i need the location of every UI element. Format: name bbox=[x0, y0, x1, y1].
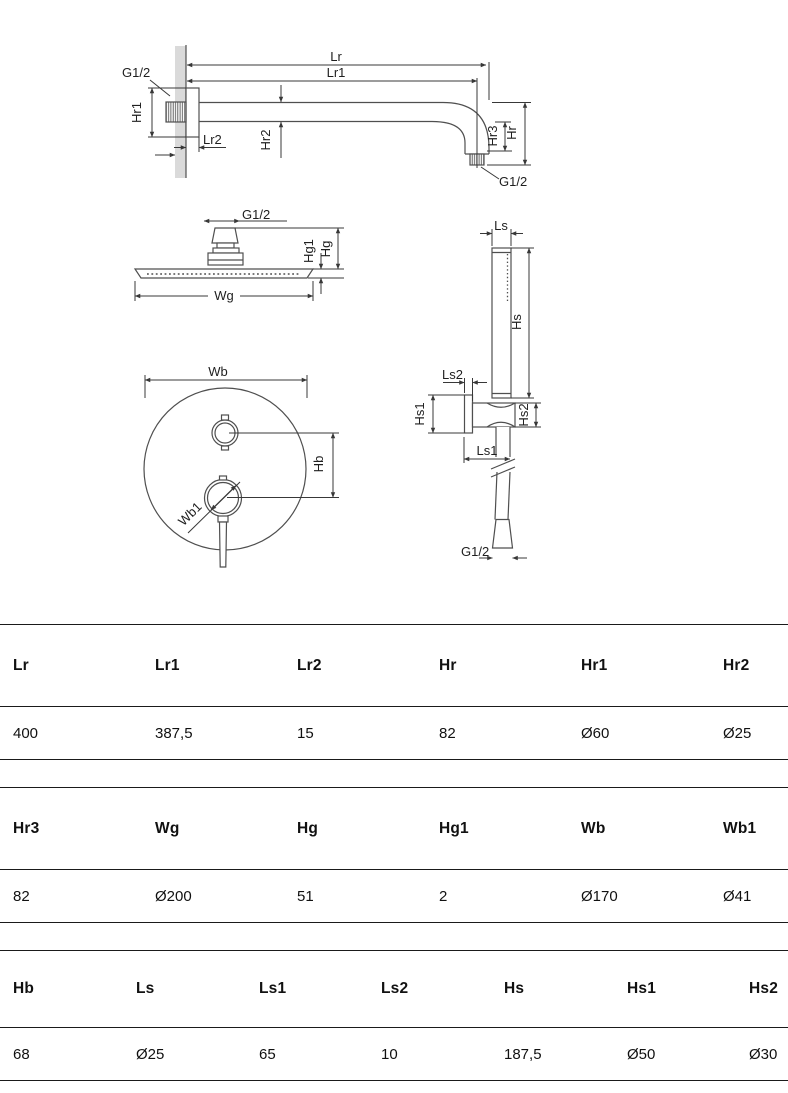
table-3-value-row bbox=[0, 1028, 788, 1080]
dim-label-hg1: Hg1 bbox=[301, 239, 316, 263]
dimension-tables bbox=[0, 624, 788, 1081]
value-lr2: 15 bbox=[297, 724, 314, 742]
column-header-hr1: Hr1 bbox=[581, 656, 608, 674]
column-header-hr: Hr bbox=[439, 656, 457, 674]
dim-label-lr: Lr bbox=[330, 49, 342, 64]
column-header-wg: Wg bbox=[155, 819, 180, 837]
value-wb: Ø170 bbox=[581, 887, 618, 905]
dimensions-table-2 bbox=[0, 787, 788, 923]
value-lr: 400 bbox=[13, 724, 39, 742]
drawing-mixer-plate bbox=[144, 388, 306, 567]
column-header-hs2: Hs2 bbox=[749, 980, 779, 997]
dim-label-hg: Hg bbox=[318, 240, 333, 258]
value-hs: 187,5 bbox=[504, 1045, 542, 1063]
column-header-hs: Hs bbox=[504, 980, 525, 997]
dim-label-hr1: Hr1 bbox=[129, 102, 144, 123]
dim-label-g12-outlet: G1/2 bbox=[499, 174, 528, 189]
column-header-hr3: Hr3 bbox=[13, 819, 40, 837]
drawing-shower-head bbox=[135, 228, 313, 278]
dim-label-g12-wall: G1/2 bbox=[122, 65, 151, 80]
dim-label-hr2: Hr2 bbox=[258, 129, 273, 151]
column-header-hs1: Hs1 bbox=[627, 980, 657, 997]
column-header-hg1: Hg1 bbox=[439, 819, 469, 837]
value-hs1: Ø50 bbox=[627, 1045, 656, 1063]
dim-label-wg: Wg bbox=[214, 288, 234, 303]
dim-label-hr3: Hr3 bbox=[485, 125, 500, 147]
value-ls1: 65 bbox=[259, 1045, 276, 1063]
column-header-wb: Wb bbox=[581, 819, 606, 837]
dim-label-hr: Hr bbox=[504, 126, 519, 140]
value-hg: 51 bbox=[297, 887, 314, 905]
value-hr: 82 bbox=[439, 724, 456, 742]
column-header-lr1: Lr1 bbox=[155, 656, 180, 674]
value-wb1: Ø41 bbox=[723, 887, 752, 905]
value-hs2: Ø30 bbox=[749, 1045, 778, 1063]
table-1-header-row bbox=[0, 625, 788, 707]
column-header-ls2: Ls2 bbox=[381, 980, 409, 997]
dim-label-lr1: Lr1 bbox=[326, 65, 346, 80]
table-3-header-row bbox=[0, 951, 788, 1028]
dim-label-ls2: Ls2 bbox=[442, 367, 463, 382]
table-2-value-row bbox=[0, 870, 788, 922]
dims-hand-shower bbox=[428, 229, 541, 558]
value-hg1: 2 bbox=[439, 887, 448, 905]
column-header-lr: Lr bbox=[13, 656, 29, 674]
dimensions-table-1 bbox=[0, 624, 788, 760]
dimensions-table-3 bbox=[0, 950, 788, 1081]
dim-label-ls1: Ls1 bbox=[476, 443, 498, 458]
dim-label-ls: Ls bbox=[494, 218, 508, 233]
dim-label-lr2: Lr2 bbox=[203, 132, 222, 147]
column-header-hg: Hg bbox=[297, 819, 319, 837]
dim-label-hb: Hb bbox=[311, 455, 326, 473]
column-header-wb1: Wb1 bbox=[723, 819, 757, 837]
dim-label-hs2: Hs2 bbox=[516, 403, 531, 427]
value-hr3: 82 bbox=[13, 887, 30, 905]
column-header-hb: Hb bbox=[13, 980, 35, 997]
value-wg: Ø200 bbox=[155, 887, 192, 905]
dims-mixer-plate bbox=[145, 375, 339, 533]
value-hb: 68 bbox=[13, 1045, 30, 1063]
value-hr1: Ø60 bbox=[581, 724, 610, 742]
column-header-hr2: Hr2 bbox=[723, 656, 750, 674]
table-2-header-row bbox=[0, 788, 788, 870]
table-1-value-row bbox=[0, 707, 788, 759]
dim-label-g12-hose: G1/2 bbox=[461, 544, 490, 559]
value-lr1: 387,5 bbox=[155, 724, 193, 742]
dim-label-hs: Hs bbox=[509, 314, 524, 330]
value-ls: Ø25 bbox=[136, 1045, 165, 1063]
column-header-lr2: Lr2 bbox=[297, 656, 322, 674]
dim-label-hs1: Hs1 bbox=[412, 402, 427, 426]
dim-label-wb1: Wb1 bbox=[175, 499, 205, 529]
dim-label-wb: Wb bbox=[208, 364, 228, 379]
column-header-ls: Ls bbox=[136, 980, 155, 997]
column-header-ls1: Ls1 bbox=[259, 980, 287, 997]
dim-label-g12-head: G1/2 bbox=[242, 207, 271, 222]
value-ls2: 10 bbox=[381, 1045, 398, 1063]
value-hr2: Ø25 bbox=[723, 724, 752, 742]
